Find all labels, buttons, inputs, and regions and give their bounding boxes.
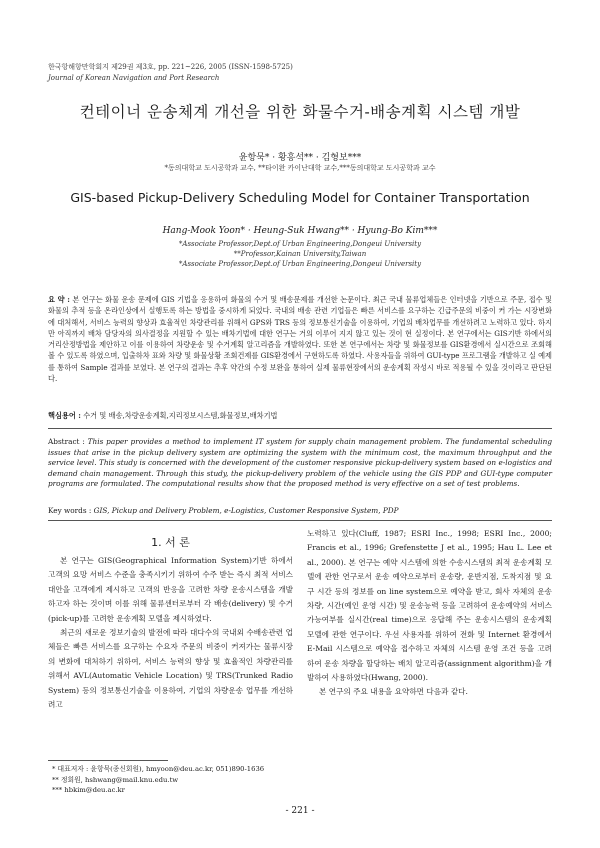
- body-column-right: [307, 527, 552, 700]
- journal-info-korean: 한국항해항만학회지 제29권 제3호, pp. 221~226, 2005 (ISSN-1598-5725): [48, 63, 293, 71]
- keywords-korean: [48, 411, 552, 421]
- keywords-korean-label: 핵심용어 :: [48, 411, 81, 420]
- paper-title-english: GIS-based Pickup-Delivery Scheduling Model for Container Transportation: [70, 190, 530, 205]
- affiliations-korean: *동의대학교 도시공학과 교수, **타이완 카이난대학 교수,***동의대학교 도시공학과 교수: [164, 164, 436, 172]
- authors-english: Hang-Mook Yoon* · Heung-Suk Hwang** · Hyung-Bo Kim***: [162, 226, 438, 236]
- body-column-left: [48, 554, 293, 712]
- body-paragraph: 본 연구는 GIS(Geographical Information System)기반 하에서 고객의 요망 서비스 수준을 충족시키기 위하여 수주 받는 즉시 최적 서비스 대안을 고객에게 제시하고 고객의 반응을 고려한 차량 운송시스템을 개발하고자 하는 것이며 이를 위해 물류센터로부터 각 배송(delivery) 및 수거(pick-up)를 고려한 운송계획 모델을 제시하였다.: [48, 556, 293, 623]
- footnotes: [52, 764, 264, 796]
- body-paragraph: 본 연구의 주요 내용을 요약하면 다음과 같다.: [319, 687, 468, 697]
- affiliation-line: *Associate Professor,Dept.of Urban Engineering,Dongeui University: [178, 260, 422, 268]
- keywords-korean-text: 수거 및 배송,차량운송계획,지리정보시스템,화물정보,배차기법: [83, 411, 278, 420]
- divider-rule: [48, 428, 552, 429]
- abstract-korean: [48, 294, 552, 384]
- abstract-korean-label: 요 약 :: [48, 295, 70, 304]
- footnote-item: *** hbkim@deu.ac.kr: [52, 786, 125, 794]
- page-number: - 221 -: [285, 806, 315, 816]
- paper-title-korean: 컨테이너 운송체계 개선을 위한 화물수거-배송계획 시스템 개발: [79, 103, 521, 121]
- affiliation-line: *Associate Professor,Dept.of Urban Engineering,Dongeui University: [178, 240, 422, 248]
- footnote-item: * 대표저자 : 윤항묵(종신회원), hmyoon@deu.ac.kr, 051)890-1636: [52, 765, 265, 773]
- abstract-english-label: Abstract :: [48, 437, 85, 446]
- journal-info-english: Journal of Korean Navigation and Port Research: [48, 74, 220, 82]
- divider-rule: [48, 520, 552, 521]
- abstract-english-text: This paper provides a method to implement IT system for supply chain management problem. The fundamental scheduling issues that arise in the pickup delivery system are optimizing the system with the minimum cost, the maximum throughput and the service level. This study is concerned with the development of the customer responsive pickup-delivery system based on e-logistics and demand chain management. Through this study, the pickup-delivery problem of the vehicle using the GIS PDP and GUI-type computer programs are formulated. The computational results show that the proposed method is very effective on a set of test problems.: [48, 437, 552, 489]
- authors-korean: 윤항묵* · 황흥석** · 김형보***: [238, 153, 362, 163]
- affiliation-line: **Professor,Kainan University,Taiwan: [233, 250, 367, 258]
- keywords-english-label: Key words :: [48, 506, 92, 515]
- body-paragraph: 최근의 새로운 정보기술의 발전에 따라 대다수의 국내외 수배송관련 업체들은 빠른 서비스를 요구하는 수요자 주문의 비중이 커져가는 물류시장의 변화에 대처하기 위하여, 서비스 능력의 향상 및 효율적인 차량관리를 위해서 AVL(Automatic Vehicle Location) 및 TRS(Trunked Radio System) 등의 정보통신기술을 이용하여, 기업의 차량운송 업무를 개선하려고: [48, 628, 293, 710]
- abstract-korean-text: 본 연구는 화물 운송 문제에 GIS 기법을 응용하여 화물의 수거 및 배송문제를 개선한 논문이다. 최근 국내 물류업체들은 인터넷을 기반으로 주문, 접수 및 화물의 추적 등을 온라인상에서 실행토록 하는 방법을 중시하게 되었다. 국내의 배송 관련 기업들은 빠른 서비스를 요구하는 긴급주문의 비중이 커 가는 시장변화에 대처해서, 서비스 능력의 향상과 효율적인 차량관리를 위해서 GPS와 TRS 등의 정보통신기술을 이용하여, 기업의 배차업무를 개선하려고 노력하고 있다. 하지만 아직까지 배차 담당자의 의사결정을 지원할 수 있는 배차기법에 대한 연구는 거의 이루어 지지 않고 있는 것이 현 실정이다. 본 연구에서는 GIS기반 하에서의 거리산정방법을 제안하고 이를 이용하여 차량운송 및 수거계획 알고리즘을 개발하였다. 또한 본 연구에서는 차량 및 화물정보를 GIS환경에서 실시간으로 조회해 볼 수 있도록 하였으며, 입출하차 표와 차량 및 화물상황 조회건제를 GIS환경에서 구현하도록 하였다. 사용자들을 위하여 GUI-type 프로그램을 개발하고 실 예제를 통하여 Sample 결과를 보였다. 본 연구의 결과는 추후 약간의 수정 보완을 통하여 실제 물류현장에서의 운송계획 작성시 바로 적용될 수 있을 것이라고 판단된다.: [48, 295, 553, 384]
- section-heading-introduction: 1. 서 론: [151, 536, 190, 549]
- footnote-item: ** 정회원, hshwang@mail.knu.edu.tw: [52, 775, 179, 784]
- keywords-english: [48, 506, 552, 515]
- journal-header: [48, 62, 293, 84]
- affiliations-english: [0, 239, 600, 269]
- abstract-english: [48, 437, 552, 490]
- keywords-english-text: GIS, Pickup and Delivery Problem, e-Logistics, Customer Responsive System, PDP: [93, 506, 399, 515]
- footnote-rule: [48, 760, 168, 761]
- body-paragraph: 노력하고 있다(Cluff, 1987; ESRI Inc., 1998; ESRI Inc., 2000; Francis et al., 1996; Grefenstette J et al., 1995; Hau L. Lee et al., 2000). 본 연구는 예약 시스템에 의한 수송시스템의 최적 운송계획 모델에 관한 연구로서 운송 예약으로부터 운송량, 운반지점, 도착지점 및 요구 시간 등의 정보를 on line system으로 예약을 받고, 회사 자체의 운송차량, 시간(예인 운영 시간) 및 운송능력 등을 고려하여 운송예약의 서비스 가능여부를 실시간(real time)으로 응답해 주는 운송시스템의 운송계획 모델에 관한 연구이다. 우선 사용자를 위하여 전화 및 Internet 환경에서 E-Mail 시스템으로 예약을 접수하고 자체의 시스템 운영 조건 등을 고려하여 운송 차량을 할당하는 배치 알고리즘(assignment algorithm)을 개발하여 사용하였다(Hwang, 2000).: [307, 529, 552, 683]
